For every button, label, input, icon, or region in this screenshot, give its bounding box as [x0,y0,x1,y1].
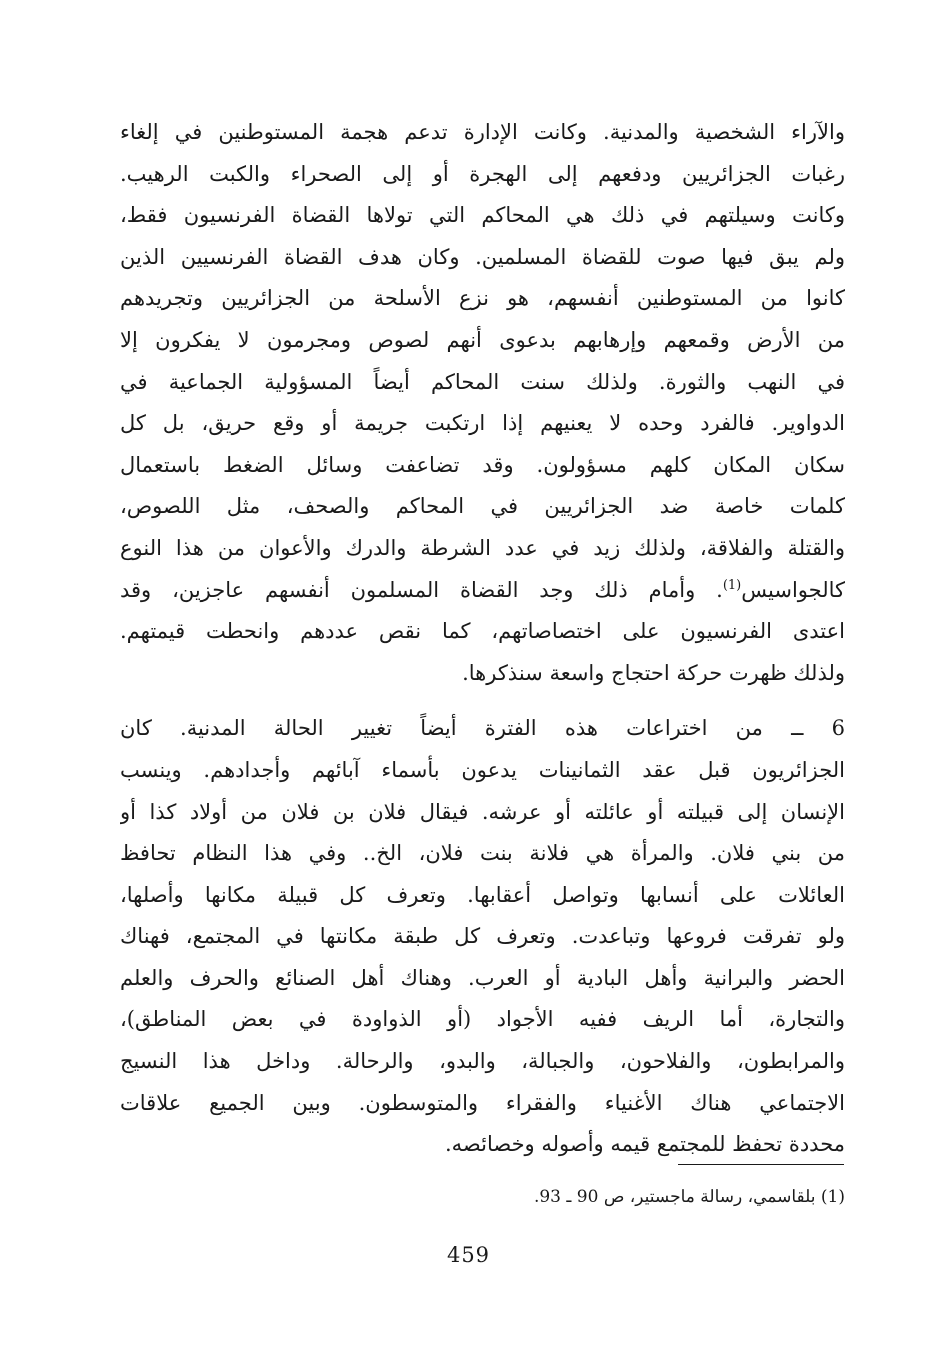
footnote: (1) بلقاسمي، رسالة ماجستير، ص 90 ـ 93. [533,1187,845,1207]
text-line: الدواوير. فالفرد وحده لا يعنيهم إذا ارتكبت جريمة أو وقع حريق، بل كل [120,411,845,436]
text-fragment: . وأمام ذلك وجد القضاة المسلمون أنفسهم عاجزين، وقد [120,577,723,602]
text-line: والمرابطون، والفلاحون، والجبالة، والبدو، والرحالة. وداخل هذا النسيج [120,1049,845,1074]
paragraph-2 [120,708,845,1166]
text-line: ولو تفرقت فروعها وتباعدت. وتعرف كل طبقة مكانتها في المجتمع، فهناك [120,924,845,949]
text-line: الجزائريون قبل عقد الثمانينات يدعون بأسماء آبائهم وأجدادهم. وينسب [120,757,845,782]
text-line: رغبات الجزائريين ودفعهم إلى الهجرة أو إلى الصحراء والكبت الرهيب. [120,161,845,186]
text-line: اعتدى الفرنسيون على اختصاصاتهم، كما نقص عددهم وانحطت قيمتهم. [120,619,845,644]
text-line: ولم يبق فيها صوت للقضاة المسلمين. وكان هدف القضاة الفرنسيين الذين [120,244,845,269]
text-line: في النهب والثورة. ولذلك سنت المحاكم أيضاً المسؤولية الجماعية في [120,369,845,394]
text-line: كانوا من المستوطنين أنفسهم، هو نزع الأسلحة من الجزائريين وتجريدهم [120,286,845,311]
text-line: 6 ــ من اختراعات هذه الفترة أيضاً تغيير الحالة المدنية. كان [120,716,845,741]
text-line: الحضر والبرانية وأهل البادية أو العرب. وهناك أهل الصنائع والحرف والعلم [120,965,845,990]
text-line: والقتلة والفلاقة، ولذلك زيد في عدد الشرطة والدرك والأعوان من هذا النوع [120,535,845,560]
text-line: العائلات على أنسابها وتواصل أعقابها. وتعرف كل قبيلة مكانها وأصلها، [120,882,845,907]
text-line: من الأرض وقمعهم وإرهابهم بدعوى أنهم لصوص ومجرمون لا يفكرون إلا [120,327,845,352]
text-line: كلمات خاصة ضد الجزائريين في المحاكم والصحف، مثل اللصوص، [120,494,845,519]
text-line: سكان المكان كلهم مسؤولون. وقد تضاعفت وسائل الضغط باستعمال [120,452,845,477]
text-line: والتجارة، أما الريف ففيه الأجواد (أو الذواودة في بعض المناطق)، [120,1007,845,1032]
page-number: 459 [446,1243,491,1267]
text-line: وكانت وسيلتهم في ذلك هي المحاكم التي تولاها القضاة الفرنسيون فقط، [120,203,845,228]
text-line: الإنسان إلى قبيلته أو عائلته أو عرشه. فيقال فلان بن فلان من أولاد كذا أو [120,799,845,824]
paragraph-gap [120,694,845,708]
text-line: والآراء الشخصية والمدنية. وكانت الإدارة تدعم هجمة المستوطنين في إلغاء [120,120,845,144]
text-line-with-footnote [120,570,845,612]
text-line: محددة تحفظ للمجتمع قيمه وأصوله وخصائصه. [444,1132,845,1157]
footnote-separator [678,1164,844,1165]
text-line: من بني فلان. والمرأة هي فلانة بنت فلان، الخ.. وفي هذا النظام تحافظ [120,841,845,866]
text-line: ولذلك ظهرت حركة احتجاج واسعة سنذكرها. [462,660,845,685]
main-text [120,112,845,1166]
text-fragment: كالجواسيس [741,577,845,602]
paragraph-1 [120,112,845,694]
footnote-marker: (1) [722,577,742,593]
text-line: الاجتماعي هناك الأغنياء والفقراء والمتوسطون. وبين الجميع علاقات [120,1090,845,1115]
